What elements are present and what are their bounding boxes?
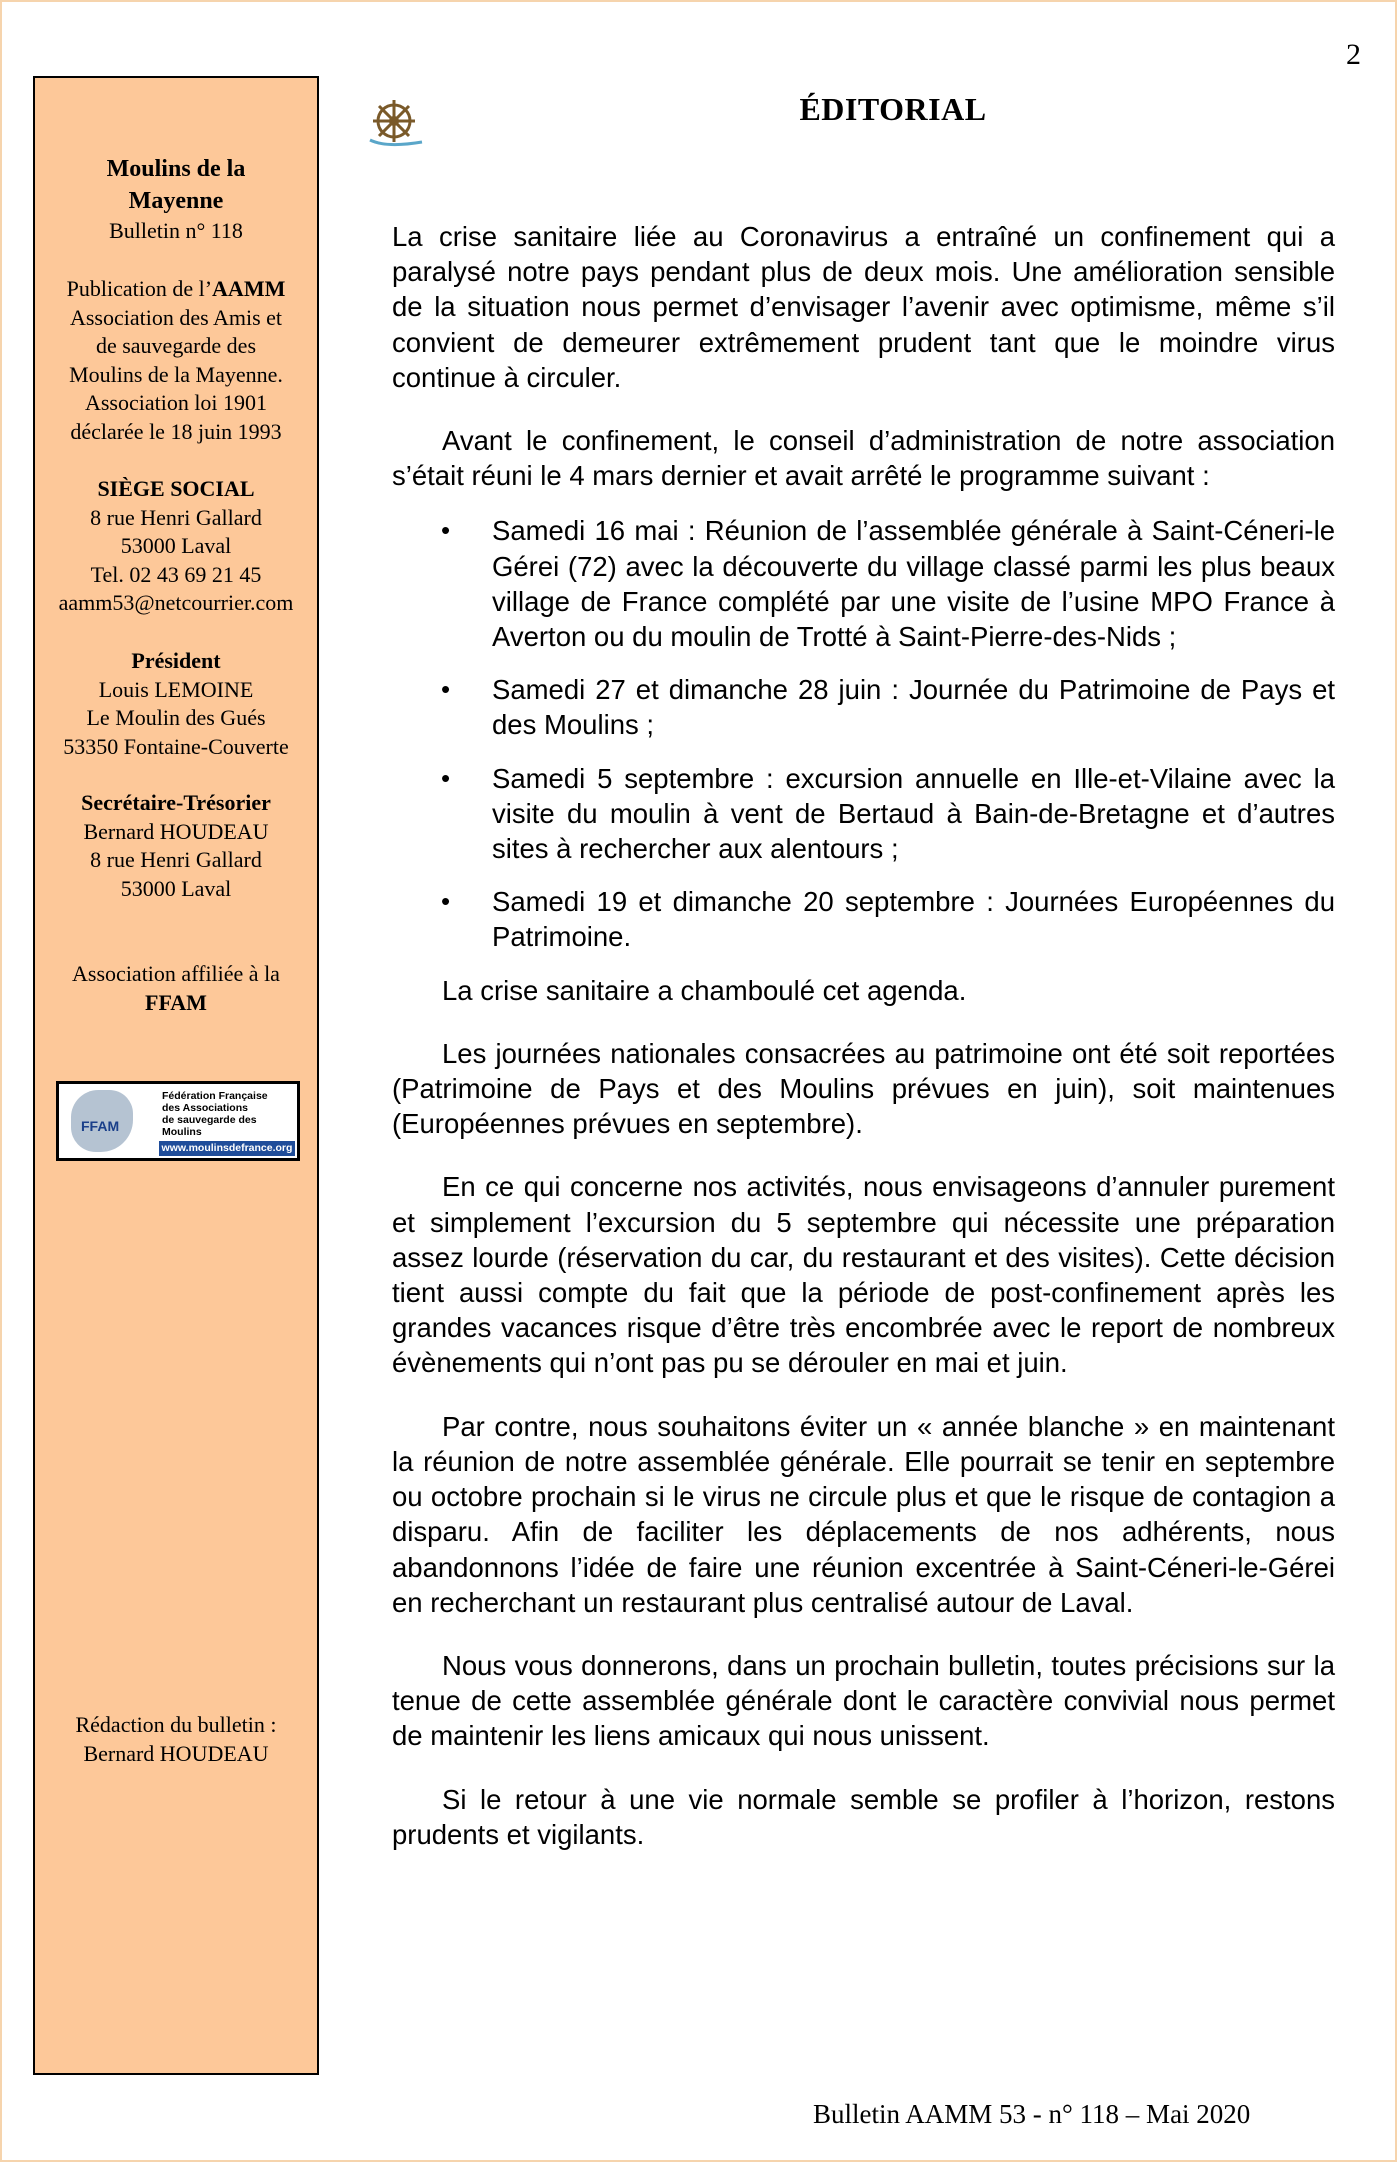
siege-email[interactable]: aamm53@netcourrier.com — [58, 590, 294, 616]
list-item: • Samedi 5 septembre : excursion annuelle en Ille-et-Vilaine avec la visite du moulin à vent de Bertaud à Bain-de-Bretagne et d’autres sites à rechercher aux alentours ; — [392, 761, 1335, 867]
sidebar — [33, 76, 319, 2075]
page-number: 2 — [1346, 38, 1361, 71]
ffam-logo[interactable] — [56, 1081, 300, 1161]
sidebar-secretary — [35, 789, 317, 903]
ffam-logo-line: des Associations — [162, 1102, 248, 1114]
paragraph: Avant le confinement, le conseil d’administration de notre association s’était réuni le 4 mars dernier et avait arrêté le programme suivant : — [392, 425, 1335, 492]
list-item: • Samedi 27 et dimanche 28 juin : Journée du Patrimoine de Pays et des Moulins ; — [392, 672, 1335, 742]
paragraph: Si le retour à une vie normale semble se profiler à l’horizon, restons prudents et vigilants. — [392, 1783, 1335, 1850]
siege-line: 8 rue Henri Gallard — [90, 504, 262, 530]
ffam-logo-abbr: FFAM — [81, 1118, 120, 1134]
president-line: Le Moulin des Gués — [86, 705, 266, 731]
publication-prefix: Publication de l’ — [66, 276, 213, 301]
secretary-heading-text: Secrétaire-Trésorier — [81, 790, 271, 815]
sidebar-affiliation — [35, 960, 317, 1017]
president-line: Louis LEMOINE — [98, 676, 254, 702]
paragraph: Par contre, nous souhaitons éviter un « année blanche » en maintenant la réunion de notre assemblée générale. Elle pourrait se tenir en septembre ou octobre prochain si le virus ne circule plus et que le risque de contagion a disparu. Afin de faciliter les déplacements de nos adhérents, nous abandonnons l’idée de faire une réunion excentrée à Saint-Céneri-le-Gérei en recherchant un restaurant plus centralisé autour de Laval. — [392, 1410, 1335, 1618]
paragraph: Les journées nationales consacrées au patrimoine ont été soit reportées (Patrimoine de Pays et des Moulins prévues en juin), soit maintenues (Européennes prévues en septembre). — [392, 1037, 1335, 1140]
sidebar-president — [35, 647, 317, 761]
affiliation-org-text: FFAM — [145, 989, 207, 1015]
sidebar-publication — [35, 275, 317, 447]
ffam-logo-line: de sauvegarde des Moulins — [162, 1114, 257, 1138]
sidebar-masthead — [35, 153, 317, 246]
assoc-line: de sauvegarde des — [95, 333, 257, 359]
assoc-line: Association loi 1901 — [84, 390, 268, 416]
siege-line: Tel. 02 43 69 21 45 — [90, 561, 262, 587]
ffam-logo-line: Fédération Française — [162, 1090, 268, 1102]
sidebar-siege — [35, 475, 317, 618]
redaction-name: Bernard HOUDEAU — [83, 1740, 269, 1766]
affiliation-line: Association affiliée à la — [72, 961, 280, 986]
redaction-label: Rédaction du bulletin : — [75, 1712, 277, 1737]
sidebar-bulletin-number: Bulletin n° 118 — [109, 218, 243, 243]
secretary-line: 53000 Laval — [120, 875, 232, 901]
publication-org: AAMM — [212, 276, 286, 301]
president-heading-text: Président — [131, 648, 221, 673]
page-footer: Bulletin AAMM 53 - n° 118 – Mai 2020 — [813, 2099, 1251, 2129]
president-heading — [35, 647, 317, 676]
mill-wheel-icon — [366, 96, 426, 148]
paragraph: La crise sanitaire a chamboulé cet agenda. — [442, 974, 967, 1006]
assoc-line: Association des Amis et — [69, 304, 283, 330]
affiliation-org — [35, 989, 317, 1018]
president-line: 53350 Fontaine-Couverte — [63, 733, 289, 759]
list-item: • Samedi 16 mai : Réunion de l’assemblée générale à Saint-Céneri-le Gérei (72) avec la découverte du village classé parmi les plus beaux village de France complété par une visite de l’usine MPO France à Averton ou du moulin de Trotté à Saint-Pierre-des-Nids ; — [392, 513, 1335, 654]
assoc-line: déclarée le 18 juin 1993 — [70, 418, 282, 444]
ffam-logo-url: www.moulinsdefrance.org — [159, 1141, 295, 1156]
editorial-body — [392, 219, 1335, 1880]
secretary-heading — [35, 789, 317, 818]
paragraph: La crise sanitaire liée au Coronavirus a entraîné un confinement qui a paralysé notre pays pendant plus de deux mois. Une amélioration sensible de la situation nous permet d’envisager l’avenir avec optimisme, même s’il convient de demeurer extrêmement prudent tant que le moindre virus continue à circuler. — [392, 221, 1335, 393]
siege-heading-text: SIÈGE SOCIAL — [97, 476, 255, 501]
assoc-line: Moulins de la Mayenne. — [69, 361, 283, 387]
paragraph: Nous vous donnerons, dans un prochain bulletin, toutes précisions sur la tenue de cette assemblée générale dont le caractère convivial nous permet de maintenir les liens amicaux qui nous unissent. — [392, 1649, 1335, 1752]
paragraph: En ce qui concerne nos activités, nous envisageons d’annuler purement et simplement l’excursion du 5 septembre qui nécessite une préparation assez lourde (réservation du car, du restaurant et des visites). Cette décision tient aussi compte du fait que la période de post-confinement après les grandes vacances risque d’être très encombrée avec le report de nombreux évènements qui n’ont pas pu se dérouler en mai et juin. — [392, 1171, 1335, 1379]
secretary-line: Bernard HOUDEAU — [83, 818, 269, 844]
sidebar-title: Moulins de la Mayenne — [106, 156, 246, 214]
siege-heading — [35, 475, 317, 504]
page-title: ÉDITORIAL — [799, 91, 987, 127]
program-list — [392, 513, 1335, 954]
sidebar-redaction — [35, 1711, 317, 1768]
publication-line — [35, 275, 317, 304]
list-item: • Samedi 19 et dimanche 20 septembre : Journées Européennes du Patrimoine. — [392, 884, 1335, 954]
siege-line: 53000 Laval — [120, 533, 232, 559]
secretary-line: 8 rue Henri Gallard — [90, 847, 262, 873]
ffam-logo-text — [162, 1090, 297, 1138]
